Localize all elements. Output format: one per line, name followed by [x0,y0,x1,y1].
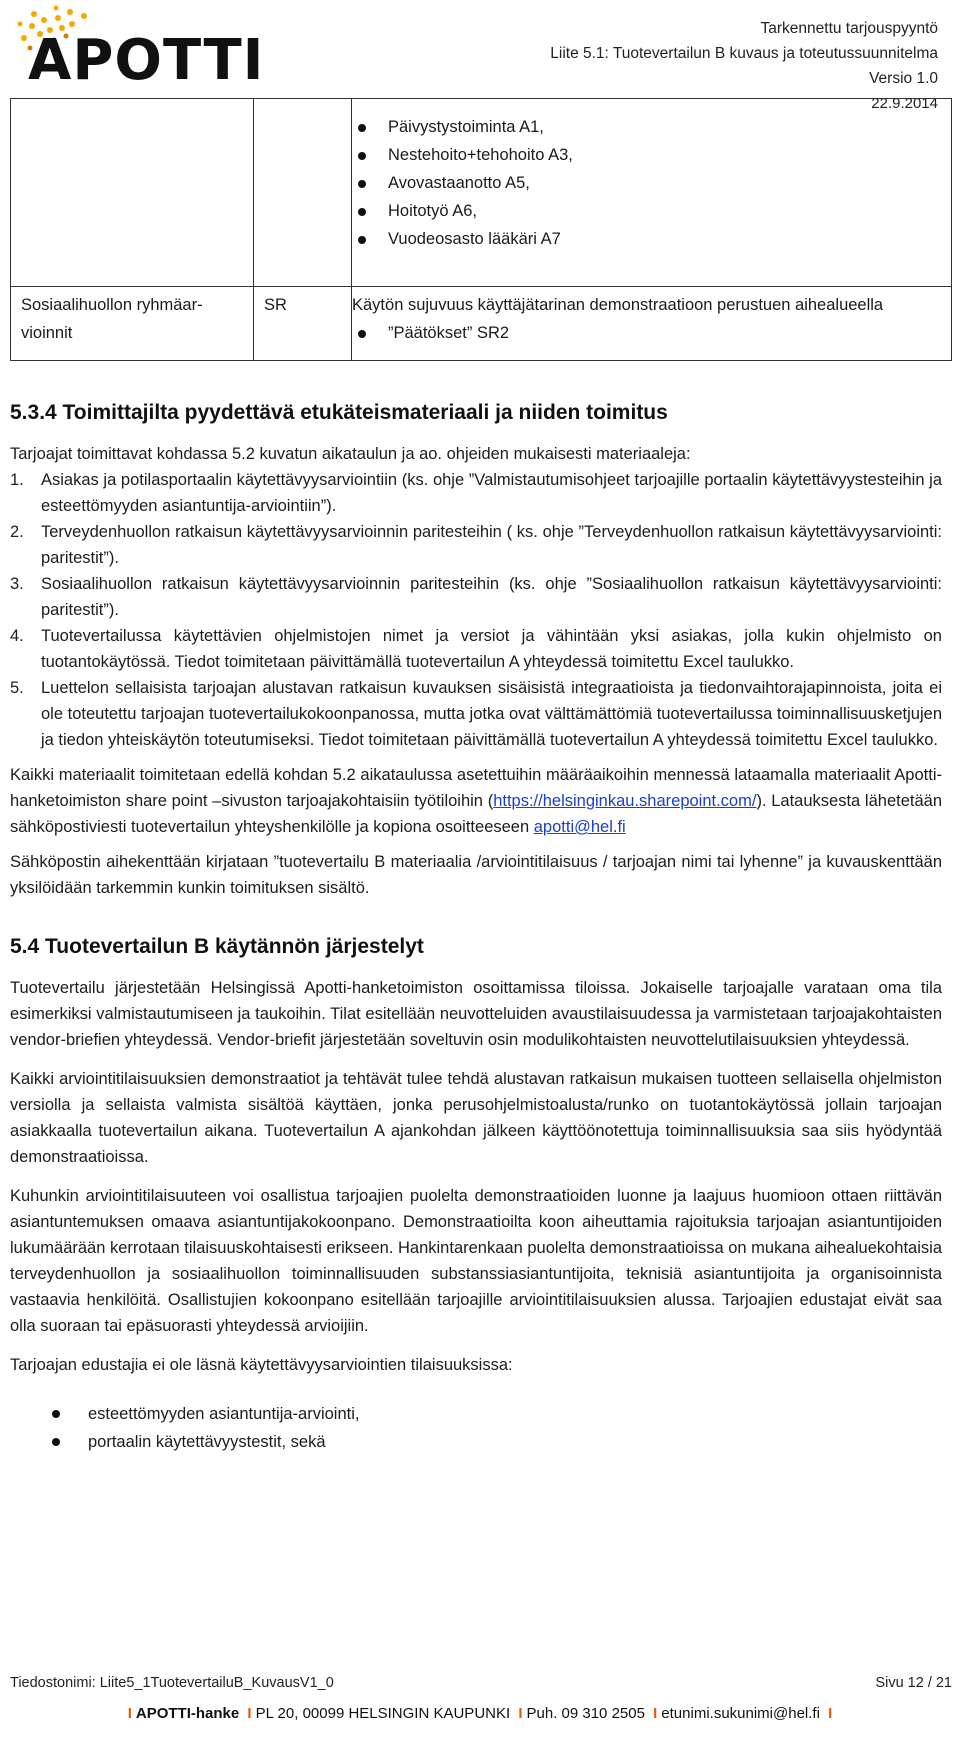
doc-version: Versio 1.0 [869,70,938,87]
list-item: 3. Sosiaalihuollon ratkaisun käytettävyysarvioinnin paritesteihin (ks. ohje ”Sosiaalihuollon ratkaisun käytettävyysarviointi: paritestit”). [10,575,942,619]
list-item: portaalin käytettävyystestit, sekä [10,1428,942,1456]
list-item: Päivystystoiminta A1, [352,113,951,141]
footer-phone: Puh. 09 310 2505 [526,1705,645,1722]
paragraph: Sähköpostin aihekenttään kirjataan ”tuotevertailu B materiaalia /arviointitilaisuus / tarjoajan nimi tai lyhenne” ja kuvauskenttään yksilöidään tarkemmin kunkin toimituksen sisältö. [10,853,942,897]
table-cell: SR [254,287,352,361]
footer-separator: I [518,1705,523,1722]
list-item: esteettömyyden asiantuntija-arviointi, [10,1400,942,1428]
paragraph: Tuotevertailu järjestetään Helsingissä Apotti-hanketoimiston osoittamissa tiloissa. Jokaiselle tarjoajalle varataan oma tila esimerkiksi valmistautumiseen ja taukoihin. Tilat esitellään neuvotteluiden avaustilaisuudessa ja varmistetaan tarjoajakohtaisten vendor-briefien yhteydessä. Vendor-briefit järjestetään soveltuvin osin modulikohtaisten neuvottelutilaisuuksien yhteydessä. [10,979,942,1049]
footer-address: PL 20, 00099 HELSINGIN KAUPUNKI [255,1705,511,1722]
list-item: 1. Asiakas ja potilasportaalin käytettävyysarviointiin (ks. ohje ”Valmistautumisohjeet tarjoajille portaalin käytettävyystesteihin ja esteettömyyden asiantuntija-arviointiin”). [10,471,942,515]
paragraph: Tarjoajat toimittavat kohdassa 5.2 kuvatun aikataulun ja ao. ohjeiden mukaisesti materiaaleja: [10,445,691,463]
footer-org: APOTTI-hanke [135,1705,240,1722]
list-item: Vuodeosasto lääkäri A7 [352,225,951,253]
cell-text: Sosiaalihuollon ryhmäar- [21,296,203,314]
cell-text: vioinnit [21,324,73,342]
list-item: Nestehoito+tehohoito A3, [352,141,951,169]
table-row [11,99,952,287]
footer-page-number: Sivu 12 / 21 [875,1675,952,1691]
footer-separator: I [653,1705,658,1722]
paragraph: Kaikki arviointitilaisuuksien demonstraatiot ja tehtävät tulee tehdä alustavan ratkaisun mukaisen tuotteen sellaisella ohjelmiston versiolla ja sellaista valmista sisältöä käyttäen, jonka perusohjelmistoalusta/runko on tuotantokäytössä jollain tarjoajan asiakkaalla tuotevertailun aikana. Tuotevertailun A ajankohdan jälkeen käyttöönotettuja toiminnallisuuksia saa siis hyödyntää demonstraatioissa. [10,1070,942,1166]
paragraph: Kuhunkin arviointitilaisuuteen voi osallistua tarjoajien puolelta demonstraatioiden luonne ja laajuus huomioon ottaen riittävän asiantuntemuksen omaava asiantuntijakokoonpano. Demonstraatioilta koon aiheuttamia rajoituksia tarjoajan asiantuntijoiden lukumäärään kerrotaan tilaisuuskohtaisesti erikseen. Hankintarenkaan puolelta demonstraatioissa on mukana aihealuekohtaisia terveydenhuollon ja sosiaalihuollon toiminnallisuuden substanssiasiantuntijoita, teknisiä asiantuntijoita ja organisoinnista vastaavia henkilöitä. Osallistujien kokoonpano esitellään tarjoajille arviointitilaisuuksien alussa. Tarjoajien edustajat eivät saa olla suoraan tai epäsuorasti yhteydessä arvioijiin. [10,1187,942,1335]
page-footer [10,1675,952,1691]
main-content [10,398,942,1456]
table-row [11,287,952,361]
bullet-list [10,1400,942,1456]
list-item: 4. Tuotevertailussa käytettävien ohjelmistojen nimet ja versiot ja vähintään yksi asiakas, jolla kukin ohjelmisto on tuotantokäytössä. Tiedot toimitetaan päivittämällä tuotevertailun A yhteydessä toimitettu Excel taulukko. [10,627,942,671]
table-cell [352,99,952,287]
footer-separator: I [247,1705,252,1722]
logo-text: APOTTI [28,28,265,93]
bullet-list [352,113,951,253]
footer-separator: I [127,1705,132,1722]
numbered-list [10,467,942,753]
doc-subtitle: Liite 5.1: Tuotevertailun B kuvaus ja toteutussuunnitelma [550,45,938,62]
bullet-list [352,319,941,347]
email-link[interactable]: apotti@hel.fi [533,818,626,836]
list-item: ”Päätökset” SR2 [352,319,941,347]
table-cell [11,99,254,287]
apotti-logo [10,4,265,100]
section-heading-534: 5.3.4 Toimittajilta pyydettävä etukäteismateriaali ja niiden toimitus [10,401,668,424]
list-item: 2. Terveydenhuollon ratkaisun käytettävyysarvioinnin paritesteihin ( ks. ohje ”Terveydenhuollon ratkaisun käytettävyysarviointi: paritestit”). [10,523,942,567]
footer-filename: Tiedostonimi: Liite5_1TuotevertailuB_KuvausV1_0 [10,1675,334,1691]
list-item: Avovastaanotto A5, [352,169,951,197]
footer-email: etunimi.sukunimi@hel.fi [661,1705,820,1722]
table-cell [352,287,952,361]
list-item: Hoitotyö A6, [352,197,951,225]
footer-separator: I [828,1705,833,1722]
paragraph: Kaikki materiaalit toimitetaan edellä kohdan 5.2 aikataulussa asetettuihin määräaikoihin mennessä lataamalla materiaalit Apotti-hanketoimiston share point –sivuston tarjoajakohtaisiin työtiloihin (https://helsinginkau.sharepoint.com/). Latauksesta lähetetään sähköpostiviesti tuotevertailun yhteyshenkilölle ja kopiona osoitteeseen apotti@hel.fi [10,766,943,836]
evaluation-table [10,98,952,361]
table-cell [11,287,254,361]
doc-title: Tarkennettu tarjouspyyntö [760,20,938,37]
paragraph: Tarjoajan edustajia ei ole läsnä käytettävyysarviointien tilaisuuksissa: [10,1356,513,1374]
table-cell [254,99,352,287]
section-heading-54: 5.4 Tuotevertailun B käytännön järjestelyt [10,935,424,958]
sharepoint-link[interactable]: https://helsinginkau.sharepoint.com/ [493,792,757,810]
doc-date: 22.9.2014 [871,95,938,112]
footer-contact-bar [0,1705,960,1722]
list-item: 5. Luettelon sellaisista tarjoajan alustavan ratkaisun kuvauksen sisäisistä integraatioista ja tiedonvaihtorajapinnoista, joita ei ole toteutettu tarjoajan tuotevertailukokoonpanossa, mutta jotka ovat välttämättömiä tuotevertailussa toiminnallisuusketjujen ja tiedon yhteiskäytön toteutumiseksi. Tiedot toimitetaan päivittämällä tuotevertailun A yhteydessä toimitettu Excel taulukko. [10,679,942,749]
cell-text: Käytön sujuvuus käyttäjätarinan demonstraatioon perustuen aihealueella [352,296,884,314]
